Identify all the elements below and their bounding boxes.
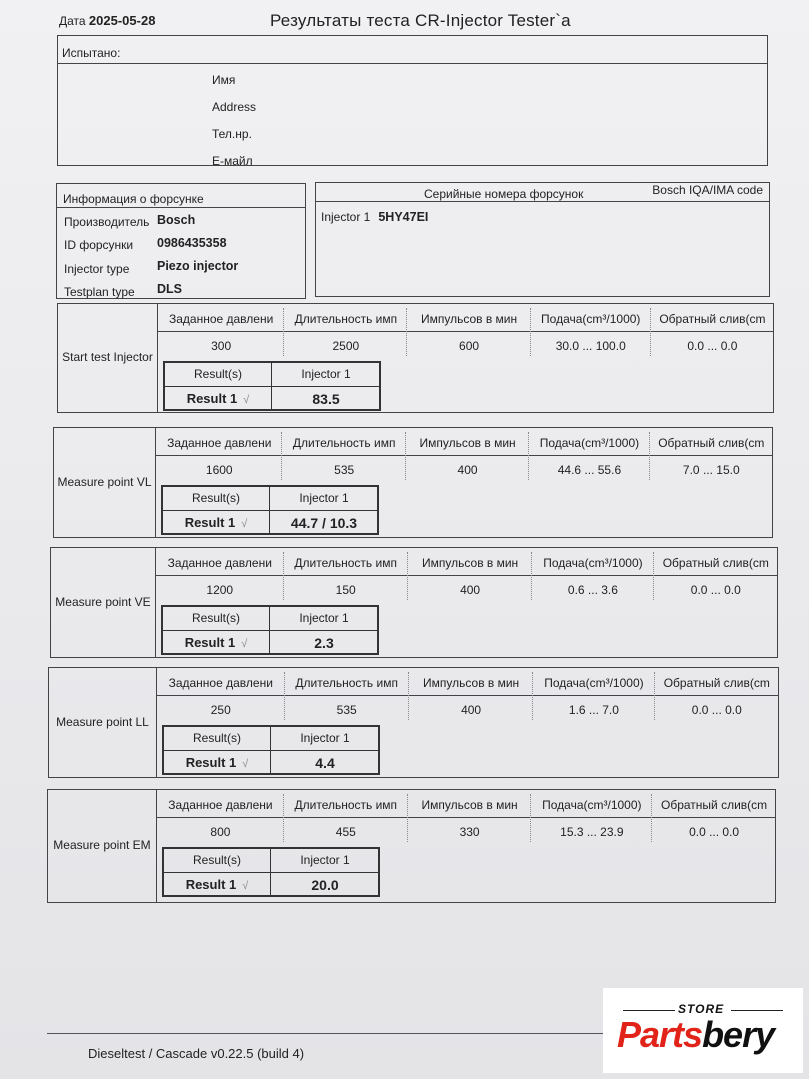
col-duration-header: Длительность имп (294, 556, 397, 570)
col-pressure-header: Заданное давлени (168, 798, 273, 812)
test-block (53, 427, 773, 538)
return-value: 0.0 ... 0.0 (689, 825, 740, 839)
testplan-type-label: Testplan type (64, 285, 135, 299)
pulses-value: 330 (459, 825, 480, 839)
partsbery-logo (603, 988, 803, 1073)
logo-store-text: STORE (678, 1002, 725, 1016)
pulses-value: 600 (459, 339, 480, 353)
col-pulses-header: Импульсов в мин (423, 676, 520, 690)
logo-brand-text: Partsbery (617, 1014, 775, 1055)
col-return-header: Обратный слив(cm (662, 556, 769, 570)
col-pulses-header: Импульсов в мин (421, 798, 518, 812)
testplan-type-value: DLS (157, 282, 182, 296)
address-field-label: Address (212, 100, 257, 114)
result-value: 4.4 (315, 755, 335, 771)
injector-info-section (56, 183, 306, 299)
test-block (48, 667, 779, 778)
result-name: Result 1 √ (185, 877, 249, 892)
check-icon: √ (241, 518, 248, 530)
col-pulses-header: Импульсов в мин (422, 556, 519, 570)
pulses-value: 400 (461, 703, 482, 717)
delivery-value: 15.3 ... 23.9 (560, 825, 624, 839)
result-value: 83.5 (312, 391, 340, 407)
iqa-code-caption: Bosch IQA/IMA code (652, 183, 763, 197)
report-title: Результаты теста CR-Injector Tester`a (270, 11, 571, 30)
result-value: 44.7 / 10.3 (290, 515, 358, 531)
col-duration-header: Длительность имп (295, 676, 398, 690)
col-pressure-header: Заданное давлени (167, 556, 272, 570)
test-name: Measure point EM (53, 838, 151, 852)
result-value: 20.0 (311, 877, 339, 893)
pressure-value: 1200 (206, 583, 234, 597)
result-injector-label: Injector 1 (300, 731, 350, 745)
delivery-value: 30.0 ... 100.0 (555, 339, 626, 353)
return-value: 7.0 ... 15.0 (682, 463, 740, 477)
result-injector-label: Injector 1 (301, 367, 351, 381)
col-pressure-header: Заданное давлени (168, 312, 274, 326)
report-date: Дата 2025-05-28 (59, 13, 156, 28)
injector-type-value: Piezo injector (157, 259, 239, 273)
result-header-label: Result(s) (191, 491, 240, 505)
result-header-label: Result(s) (191, 611, 240, 625)
software-version: Dieseltest / Cascade v0.22.5 (build 4) (88, 1046, 305, 1061)
serial-caption: Серийные номера форсунок (424, 187, 584, 201)
return-value: 0.0 ... 0.0 (687, 339, 738, 353)
col-return-header: Обратный слив(cm (658, 436, 765, 450)
duration-value: 2500 (332, 339, 360, 353)
test-name: Measure point VE (55, 594, 151, 609)
result-header-label: Result(s) (192, 853, 241, 867)
col-pulses-header: Импульсов в мин (419, 436, 516, 450)
result-box (161, 485, 379, 535)
col-return-header: Обратный слив(cm (663, 676, 770, 690)
injector-id-value: 0986435358 (157, 236, 227, 250)
duration-value: 150 (335, 583, 356, 597)
result-name: Result 1 √ (184, 515, 248, 530)
col-return-header: Обратный слив(cm (661, 798, 768, 812)
check-icon: √ (243, 394, 250, 406)
test-block (50, 547, 778, 658)
col-delivery-header: Подача(cm³/1000) (542, 798, 642, 812)
manufacturer-label: Производитель (64, 215, 150, 229)
result-injector-label: Injector 1 (299, 491, 349, 505)
result-name: Result 1 √ (185, 755, 249, 770)
name-field-label: Имя (212, 73, 236, 87)
col-duration-header: Длительность имп (294, 312, 398, 326)
injector-info-caption: Информация о форсунке (63, 192, 204, 206)
check-icon: √ (242, 758, 249, 770)
col-duration-header: Длительность имп (294, 798, 398, 812)
delivery-value: 44.6 ... 55.6 (557, 463, 622, 477)
test-block (57, 303, 774, 413)
result-header-label: Result(s) (193, 367, 242, 381)
col-pressure-header: Заданное давлени (168, 676, 273, 690)
phone-field-label: Тел.нр. (212, 127, 252, 141)
result-box (161, 605, 379, 655)
result-header-label: Result(s) (192, 731, 241, 745)
col-duration-header: Длительность имп (292, 436, 396, 450)
col-delivery-header: Подача(cm³/1000) (539, 436, 640, 450)
col-delivery-header: Подача(cm³/1000) (543, 556, 643, 570)
manufacturer-value: Bosch (157, 213, 196, 227)
duration-value: 535 (334, 463, 355, 477)
return-value: 0.0 ... 0.0 (691, 703, 742, 717)
test-name: Start test Injector (62, 350, 153, 364)
tested-caption: Испытано: (62, 46, 121, 60)
result-injector-label: Injector 1 (299, 611, 349, 625)
test-name: Measure point VL (57, 474, 152, 489)
col-delivery-header: Подача(cm³/1000) (544, 676, 644, 690)
return-value: 0.0 ... 0.0 (690, 583, 741, 597)
pressure-value: 1600 (205, 463, 233, 477)
email-field-label: Е-майл (212, 154, 253, 168)
col-pulses-header: Импульсов в мин (420, 312, 518, 326)
serial-numbers-section (315, 182, 770, 297)
result-box (162, 847, 380, 897)
injector-serial-row: Injector 1 5HY47EI (321, 210, 429, 224)
duration-value: 535 (336, 703, 357, 717)
result-box (162, 725, 380, 775)
col-return-header: Обратный слив(cm (659, 312, 766, 326)
pressure-value: 250 (210, 703, 231, 717)
duration-value: 455 (335, 825, 356, 839)
injector-id-label: ID форсунки (64, 238, 134, 252)
result-box (163, 361, 381, 411)
result-value: 2.3 (314, 635, 334, 651)
delivery-value: 0.6 ... 3.6 (567, 583, 618, 597)
result-injector-label: Injector 1 (300, 853, 350, 867)
col-pressure-header: Заданное давлени (167, 436, 272, 450)
test-block (47, 789, 776, 903)
result-name: Result 1 √ (186, 391, 250, 406)
result-name: Result 1 √ (184, 635, 248, 650)
injector-type-label: Injector type (64, 262, 130, 276)
pulses-value: 400 (460, 583, 481, 597)
pressure-value: 300 (211, 339, 232, 353)
check-icon: √ (242, 880, 249, 892)
pressure-value: 800 (210, 825, 231, 839)
delivery-value: 1.6 ... 7.0 (568, 703, 619, 717)
tested-section (57, 35, 768, 166)
pulses-value: 400 (457, 463, 478, 477)
test-name: Measure point LL (56, 714, 149, 729)
check-icon: √ (241, 638, 248, 650)
col-delivery-header: Подача(cm³/1000) (541, 312, 641, 326)
